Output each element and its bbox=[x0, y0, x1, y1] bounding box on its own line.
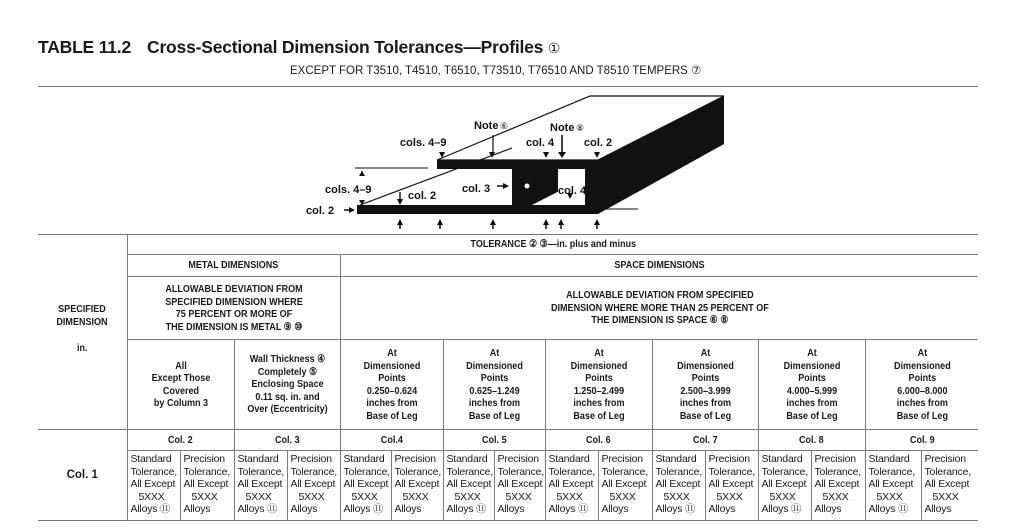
metal-dimensions-text: METAL DIMENSIONS bbox=[188, 259, 279, 272]
desc-line: 0.625–1.249 bbox=[468, 384, 520, 397]
metal-dimensions-header bbox=[127, 255, 340, 277]
col2-number bbox=[127, 430, 234, 451]
col3-description bbox=[234, 340, 340, 430]
desc-line: inches from bbox=[365, 397, 418, 409]
col-number-text: Col. 6 bbox=[586, 433, 611, 446]
tolerance-header bbox=[127, 235, 978, 255]
col9-description bbox=[865, 340, 978, 430]
precision-tolerance-cell: Precision Tolerance, All Except 5XXX Alloys bbox=[705, 451, 758, 521]
metal-deviation-line: ALLOWABLE DEVIATION FROM bbox=[164, 283, 303, 295]
standard-tolerance-cell: Standard Tolerance, All Except 5XXX Alloys ⑪ bbox=[652, 451, 705, 521]
desc-line: Base of Leg bbox=[365, 409, 418, 422]
col-number-text: Col. 3 bbox=[274, 433, 300, 446]
col1-text: Col. 1 bbox=[66, 468, 98, 481]
label-col2-top: col. 2 bbox=[584, 137, 613, 149]
col-number-text: Col. 7 bbox=[692, 433, 718, 446]
standard-tolerance-cell: Standard Tolerance, All Except 5XXX Alloys ⑪ bbox=[234, 451, 287, 521]
unit-text: in. bbox=[76, 342, 88, 354]
metal-deviation-line: 75 PERCENT OR MORE OF bbox=[175, 308, 292, 320]
col5-number bbox=[443, 430, 545, 451]
desc-line: At bbox=[593, 347, 604, 359]
specified-dimension-header bbox=[38, 235, 127, 430]
col5-description bbox=[443, 340, 545, 430]
col3-number bbox=[234, 430, 340, 451]
desc-line: inches from bbox=[572, 397, 625, 409]
table-title bbox=[38, 37, 560, 58]
svg-text:⑥: ⑥ bbox=[500, 121, 509, 131]
desc-line: Dimensioned bbox=[570, 359, 627, 372]
precision-tolerance-cell: Precision Tolerance, All Except 5XXX Alloys bbox=[494, 451, 545, 521]
label-col3: col. 3 bbox=[462, 183, 491, 195]
desc-line: Points bbox=[377, 372, 406, 384]
precision-tolerance-cell: Precision Tolerance, All Except 5XXX Alloys bbox=[921, 451, 978, 521]
top-rule bbox=[38, 86, 978, 87]
desc-line: Except Those bbox=[151, 372, 210, 384]
space-dimensions-header bbox=[340, 255, 978, 277]
label-col4-top: col. 4 bbox=[526, 137, 555, 149]
standard-tolerance-cell: Standard Tolerance, All Except 5XXX Alloys ⑪ bbox=[758, 451, 811, 521]
tolerance-header-text: TOLERANCE ② ③—in. plus and minus bbox=[470, 238, 636, 251]
col-number-text: Col. 5 bbox=[481, 433, 507, 446]
standard-tolerance-cell: Standard Tolerance, All Except 5XXX Alloys ⑪ bbox=[127, 451, 180, 521]
standard-tolerance-cell: Standard Tolerance, All Except 5XXX Alloys ⑪ bbox=[443, 451, 494, 521]
precision-tolerance-cell: Precision Tolerance, All Except 5XXX Alloys bbox=[180, 451, 234, 521]
desc-line: inches from bbox=[785, 397, 838, 409]
col4-number bbox=[340, 430, 443, 451]
desc-line: At bbox=[489, 347, 499, 359]
metal-deviation-line: THE DIMENSION IS METAL ⑨ ⑩ bbox=[165, 320, 302, 333]
metal-deviation-line: SPECIFIED DIMENSION WHERE bbox=[164, 295, 303, 308]
label-cols-4-9-top: cols. 4–9 bbox=[400, 137, 447, 149]
desc-line: 4.000–5.999 bbox=[786, 384, 837, 397]
desc-line: Base of Leg bbox=[679, 409, 731, 422]
desc-line: 6.000–8.000 bbox=[896, 384, 947, 397]
label-col4-inner: col. 4 bbox=[558, 185, 587, 197]
metal-deviation-cell bbox=[127, 277, 340, 340]
col-number-text: Col. 9 bbox=[909, 433, 935, 446]
desc-line: Dimensioned bbox=[676, 359, 734, 372]
desc-line: 0.11 sq. in. and bbox=[254, 390, 320, 403]
desc-line: Points bbox=[584, 372, 613, 384]
col4-description bbox=[340, 340, 443, 430]
desc-line: Points bbox=[908, 372, 936, 384]
label-note6: Note bbox=[474, 120, 499, 132]
subtitle-text: EXCEPT FOR T3510, T4510, T6510, T73510, T76510 AND T8510 TEMPERS bbox=[290, 65, 688, 77]
label-note8: Note bbox=[550, 122, 575, 134]
precision-tolerance-cell: Precision Tolerance, All Except 5XXX Alloys bbox=[391, 451, 443, 521]
desc-line: Points bbox=[480, 372, 508, 384]
desc-line: by Column 3 bbox=[153, 397, 208, 409]
col9-number bbox=[865, 430, 978, 451]
desc-line: At bbox=[700, 347, 710, 359]
desc-line: inches from bbox=[468, 397, 520, 409]
label-cols-4-9-left: cols. 4–9 bbox=[325, 184, 372, 196]
title-text: Cross-Sectional Dimension Tolerances—Profiles bbox=[147, 37, 544, 57]
col7-description bbox=[652, 340, 758, 430]
table-number: TABLE 11.2 bbox=[38, 37, 131, 57]
desc-line: Base of Leg bbox=[785, 409, 838, 422]
desc-line: Points bbox=[691, 372, 719, 384]
subtitle-note: ⑦ bbox=[691, 65, 702, 77]
desc-line: Base of Leg bbox=[468, 409, 520, 422]
desc-line: Dimensioned bbox=[893, 359, 951, 372]
desc-line: All bbox=[174, 359, 187, 372]
col-number-text: Col. 8 bbox=[799, 433, 824, 446]
desc-line: Base of Leg bbox=[572, 409, 625, 422]
space-deviation-line: ALLOWABLE DEVIATION FROM SPECIFIED bbox=[565, 289, 754, 302]
precision-tolerance-cell: Precision Tolerance, All Except 5XXX Alloys bbox=[287, 451, 340, 521]
col6-number bbox=[545, 430, 652, 451]
precision-tolerance-cell: Precision Tolerance, All Except 5XXX Alloys bbox=[598, 451, 652, 521]
space-deviation-line: THE DIMENSION IS SPACE ⑥ ⑧ bbox=[590, 314, 728, 327]
tolerance-table bbox=[38, 234, 978, 521]
col6-description bbox=[545, 340, 652, 430]
col7-number bbox=[652, 430, 758, 451]
desc-line: At bbox=[917, 347, 927, 359]
col2-description bbox=[127, 340, 234, 430]
desc-line: Dimensioned bbox=[363, 359, 420, 372]
svg-text:⑧: ⑧ bbox=[576, 123, 585, 133]
desc-line: Dimensioned bbox=[783, 359, 840, 372]
col1-header bbox=[38, 430, 127, 521]
space-dimensions-text: SPACE DIMENSIONS bbox=[614, 259, 705, 272]
desc-line: At bbox=[806, 347, 817, 359]
desc-line: Over (Eccentricity) bbox=[246, 403, 328, 416]
col8-description bbox=[758, 340, 865, 430]
col-number-text: Col. 2 bbox=[168, 433, 193, 446]
specified-dimension-text: SPECIFIED DIMENSION bbox=[56, 303, 108, 328]
label-col2-inner: col. 2 bbox=[408, 190, 437, 202]
desc-line: Points bbox=[797, 372, 826, 384]
desc-line: Covered bbox=[162, 384, 199, 397]
desc-line: Wall Thickness ④ bbox=[249, 353, 325, 366]
table-subtitle bbox=[290, 63, 701, 77]
profile-diagram bbox=[300, 88, 740, 233]
desc-line: 2.500–3.999 bbox=[679, 384, 731, 397]
precision-tolerance-cell: Precision Tolerance, All Except 5XXX Alloys bbox=[811, 451, 865, 521]
desc-line: inches from bbox=[896, 397, 948, 409]
title-note: ① bbox=[547, 40, 561, 56]
desc-line: At bbox=[386, 347, 397, 359]
desc-line: Enclosing Space bbox=[250, 378, 324, 391]
label-col2-left: col. 2 bbox=[306, 205, 335, 217]
col8-number bbox=[758, 430, 865, 451]
desc-line: inches from bbox=[679, 397, 731, 409]
space-deviation-line: DIMENSION WHERE MORE THAN 25 PERCENT OF bbox=[550, 301, 769, 314]
desc-line: 0.250–0.624 bbox=[366, 384, 417, 397]
standard-tolerance-cell: Standard Tolerance, All Except 5XXX Alloys ⑪ bbox=[340, 451, 391, 521]
col-number-text: Col.4 bbox=[380, 433, 403, 446]
desc-line: Base of Leg bbox=[896, 409, 948, 422]
desc-line: Dimensioned bbox=[465, 359, 523, 372]
standard-tolerance-cell: Standard Tolerance, All Except 5XXX Alloys ⑪ bbox=[865, 451, 921, 521]
standard-tolerance-cell: Standard Tolerance, All Except 5XXX Alloys ⑪ bbox=[545, 451, 598, 521]
space-deviation-cell bbox=[340, 277, 978, 340]
desc-line: Completely ⑤ bbox=[257, 365, 317, 378]
desc-line: 1.250–2.499 bbox=[573, 384, 624, 397]
